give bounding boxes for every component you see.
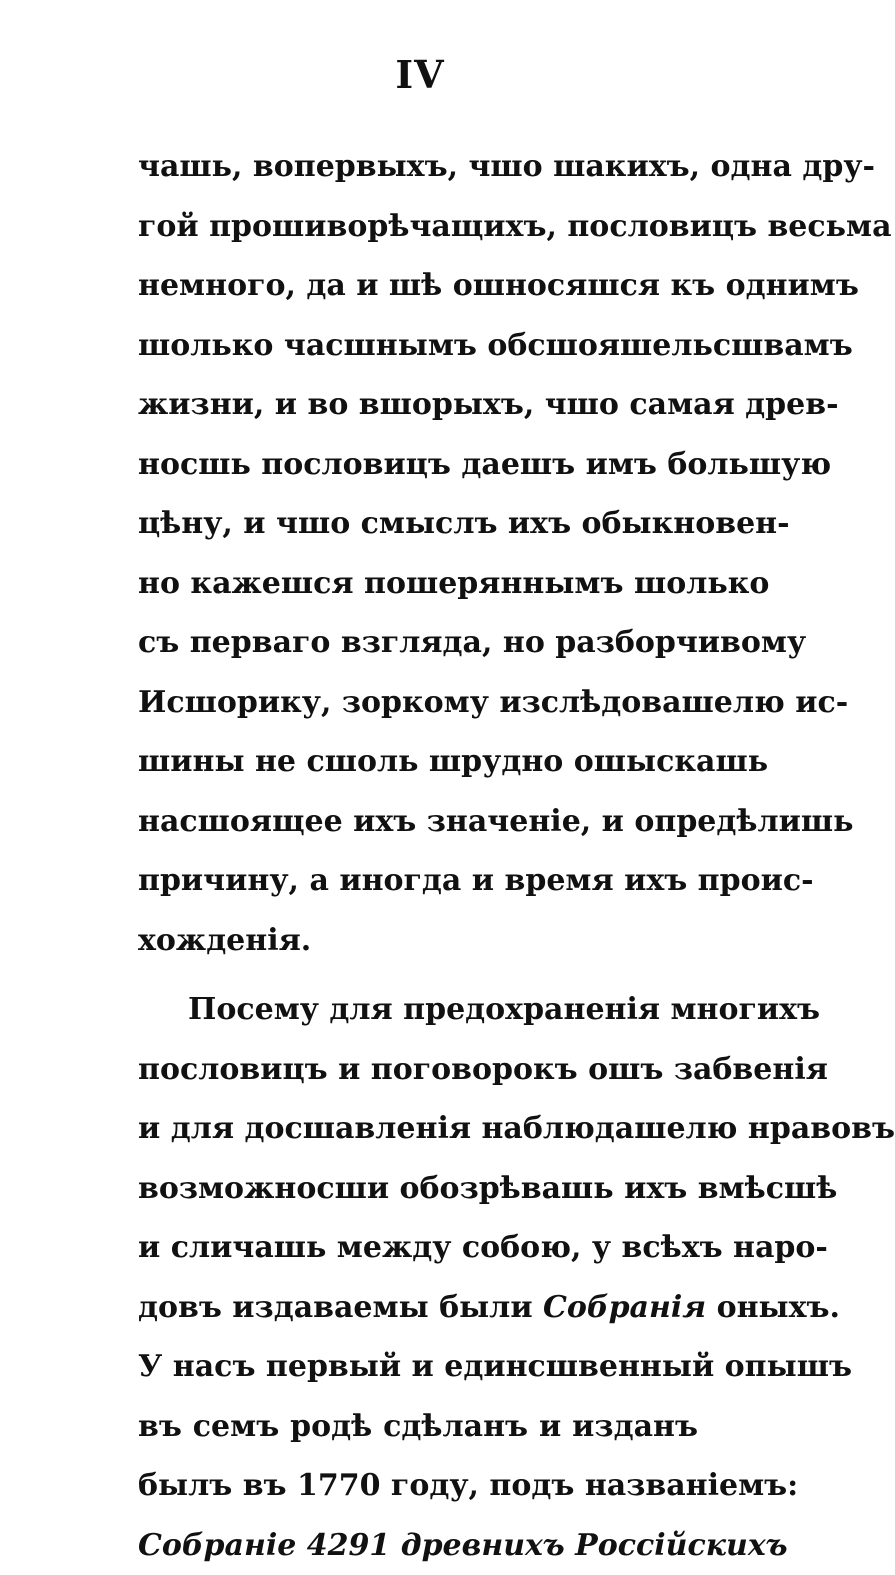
text-line: и сличашь между собою, у всѣхъ наро- (138, 1218, 698, 1278)
text-line: жизни, и во вшорыхъ, чшо самая древ- (138, 375, 698, 435)
text-line: немного, да и шѣ ошносяшся къ однимъ (138, 256, 698, 316)
text-line: хожденiя. (138, 911, 698, 971)
text-line: носшь пословицъ даешъ имъ большую (138, 435, 698, 495)
text-line: шолько часшнымъ обсшояшельсшвамъ (138, 316, 698, 376)
text-line: Посему для предохраненiя многихъ (138, 980, 698, 1040)
text-line: но кажешся пошеряннымъ шолько (138, 554, 698, 614)
text-line: въ семъ родѣ сдѣланъ и изданъ (138, 1397, 698, 1457)
italic-title: Собранiя (543, 1290, 706, 1325)
text-line: насшоящее ихъ значенiе, и опредѣлишь (138, 792, 698, 852)
text-line: чашь, вопервыхъ, чшо шакихъ, одна дру- (138, 137, 698, 197)
text-segment: довъ издаваемы были (138, 1290, 543, 1325)
text-line: У насъ первый и единсшвенный опышъ (138, 1337, 698, 1397)
page-number: IV (0, 52, 840, 97)
body-text (138, 137, 698, 1575)
text-line: причину, а иногда и время ихъ проис- (138, 851, 698, 911)
paragraph-1 (138, 137, 698, 970)
text-segment: оныхъ. (706, 1290, 840, 1325)
text-line-with-italic (138, 1278, 698, 1338)
text-line: пословицъ и поговорокъ ошъ забвенiя (138, 1040, 698, 1100)
text-line: гой прошиворѣчащихъ, пословицъ весьма (138, 197, 698, 257)
text-line: съ перваго взгляда, но разборчивому (138, 613, 698, 673)
text-line: шины не сшоль шрудно ошыскашь (138, 732, 698, 792)
paragraph-2 (138, 980, 698, 1575)
text-line: и для досшавленiя наблюдашелю нравовъ (138, 1099, 698, 1159)
text-line: былъ въ 1770 году, подъ названiемъ: (138, 1456, 698, 1516)
italic-title-line: Собранiе 4291 древнихъ Россiйскихъ (138, 1516, 698, 1575)
text-line: возможносши обозрѣвашь ихъ вмѣсшѣ (138, 1159, 698, 1219)
text-line: Исшорику, зоркому изслѣдовашелю ис- (138, 673, 698, 733)
text-line: цѣну, и чшо смыслъ ихъ обыкновен- (138, 494, 698, 554)
